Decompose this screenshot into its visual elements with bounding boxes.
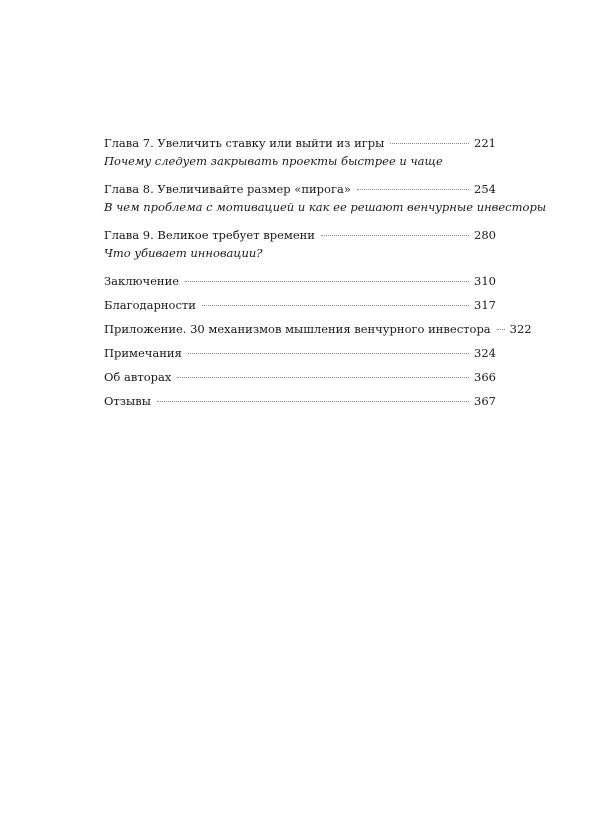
dot-leader bbox=[390, 143, 469, 144]
toc-entry-acknowledgements bbox=[104, 296, 496, 314]
dot-leader bbox=[357, 189, 469, 190]
toc-row bbox=[104, 272, 496, 290]
dot-leader bbox=[188, 353, 469, 354]
toc-row bbox=[104, 296, 496, 314]
toc-entry-title: Глава 7. Увеличить ставку или выйти из игры bbox=[104, 136, 385, 150]
toc-entry-notes bbox=[104, 344, 496, 362]
toc-row bbox=[104, 344, 496, 362]
toc-page-number: 280 bbox=[474, 228, 496, 242]
toc-entry-conclusion bbox=[104, 272, 496, 290]
toc-entry-title: Отзывы bbox=[104, 394, 151, 408]
toc-entry-title: Об авторах bbox=[104, 370, 172, 384]
toc-page-number: 317 bbox=[474, 298, 496, 312]
toc-row bbox=[104, 320, 532, 338]
table-of-contents bbox=[104, 134, 547, 410]
toc-page-number: 254 bbox=[474, 182, 496, 196]
toc-row bbox=[104, 392, 496, 410]
toc-entry-title: Приложение. 30 механизмов мышления венчурного инвестора bbox=[104, 322, 491, 336]
toc-page-number: 322 bbox=[509, 322, 532, 336]
dot-leader bbox=[497, 329, 505, 330]
toc-row bbox=[104, 226, 496, 244]
toc-page-number: 324 bbox=[474, 346, 496, 360]
toc-entry-chapter-8 bbox=[104, 180, 547, 216]
toc-entry-chapter-9 bbox=[104, 226, 496, 262]
spacer bbox=[104, 262, 496, 272]
toc-entry-title: Глава 8. Увеличивайте размер «пирога» bbox=[104, 182, 351, 196]
dot-leader bbox=[177, 377, 469, 378]
dot-leader bbox=[185, 281, 469, 282]
dot-leader bbox=[321, 235, 469, 236]
toc-entry-subtitle: Почему следует закрывать проекты быстрее и чаще bbox=[104, 154, 443, 168]
spacer bbox=[104, 216, 496, 226]
dot-leader bbox=[157, 401, 469, 402]
toc-row bbox=[104, 180, 496, 198]
toc-entry-chapter-7 bbox=[104, 134, 496, 170]
toc-entry-subtitle: В чем проблема с мотивацией и как ее решают венчурные инвесторы bbox=[104, 200, 547, 214]
toc-entry-reviews bbox=[104, 392, 496, 410]
toc-page-number: 367 bbox=[474, 394, 496, 408]
toc-row bbox=[104, 134, 496, 152]
toc-entry-title: Благодарности bbox=[104, 298, 196, 312]
dot-leader bbox=[202, 305, 469, 306]
toc-entry-title: Глава 9. Великое требует времени bbox=[104, 228, 315, 242]
toc-entry-title: Заключение bbox=[104, 274, 180, 288]
spacer bbox=[104, 170, 496, 180]
toc-row bbox=[104, 368, 496, 386]
toc-entry-subtitle: Что убивает инновации? bbox=[104, 246, 263, 260]
toc-page-number: 221 bbox=[474, 136, 496, 150]
toc-entry-title: Примечания bbox=[104, 346, 182, 360]
toc-page-number: 366 bbox=[474, 370, 496, 384]
toc-entry-about-authors bbox=[104, 368, 496, 386]
toc-page-number: 310 bbox=[474, 274, 496, 288]
toc-entry-appendix bbox=[104, 320, 532, 338]
